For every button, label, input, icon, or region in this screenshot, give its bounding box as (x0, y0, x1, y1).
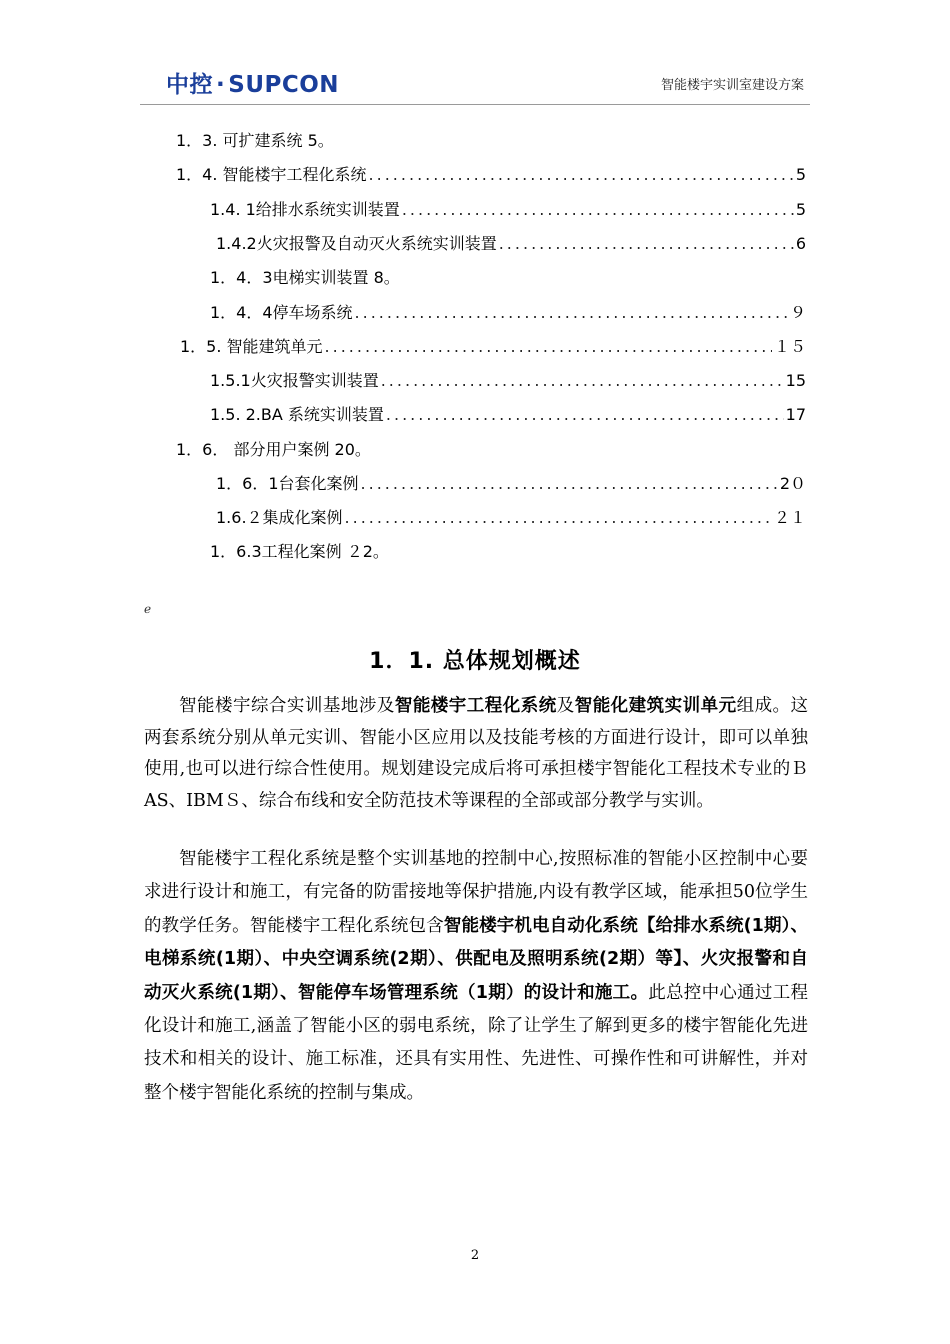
toc-leader-dots (499, 234, 794, 253)
toc-entry-title: 1．6．1台套化案例 (216, 474, 359, 493)
toc-entry-title: 1．6.3工程化案例 ２2。 (210, 542, 389, 561)
toc-leader-dots (361, 474, 778, 493)
text-run: 智能楼宇综合实训基地涉及 (179, 696, 395, 716)
toc-entry-1-5[interactable] (180, 334, 806, 364)
toc-entry-page: ２１ (773, 508, 806, 527)
toc-leader-dots (325, 337, 772, 356)
toc-leader-dots (345, 508, 772, 527)
toc-leader-dots (386, 405, 784, 424)
logo-english-text: SUPCON (228, 72, 340, 98)
bold-text-run: 智能楼宇机电自动化系统【给排水系统(1期）、电梯系统(1期）、中央空调系统(2期）、供配电及照明系统(2期）等】、火灾报警和自动灭火系统(1期）、智能停车场管理系统（1期）的设计和施工。 (144, 915, 808, 1003)
toc-entry-1-5-2[interactable] (210, 402, 806, 432)
text-run: 及 (556, 696, 575, 716)
toc-entry-title: 1.4.2火灾报警及自动灭火系统实训装置 (216, 234, 497, 253)
toc-entry-page: 15 (785, 371, 806, 390)
toc-entry-title: 1．6． 部分用户案例 20。 (176, 440, 371, 459)
toc-entry-1-4-3[interactable] (210, 265, 610, 295)
toc-entry-1-4-4[interactable] (210, 300, 806, 330)
toc-entry-title: 1．5. 智能建筑单元 (180, 337, 323, 356)
toc-entry-title: 1.5.1火灾报警实训装置 (210, 371, 379, 390)
toc-entry-1-6-3[interactable] (210, 539, 610, 569)
logo-chinese-text: 中控 (166, 72, 213, 98)
section-heading: 1．1. 总体规划概述 (369, 649, 581, 674)
toc-entry-page: 6 (795, 234, 806, 253)
supcon-logo (166, 66, 339, 99)
logo-dot: · (216, 72, 226, 98)
bold-text-run: 智能化建筑实训单元 (574, 696, 737, 716)
toc-leader-dots (402, 200, 794, 219)
bold-text-run: 智能楼宇工程化系统 (394, 696, 557, 716)
header-divider (140, 104, 810, 105)
toc-entry-title: 1.6.２集成化案例 (216, 508, 343, 527)
toc-entry-1-5-1[interactable] (210, 368, 806, 398)
toc-entry-page: ９ (789, 303, 806, 322)
toc-entry-title: 1.4. 1给排水系统实训装置 (210, 200, 400, 219)
page-number: 2 (470, 1248, 480, 1263)
toc-entry-1-6[interactable] (176, 437, 576, 467)
toc-entry-page: １５ (773, 337, 806, 356)
toc-entry-page: 17 (785, 405, 806, 424)
text-run: 此总控中心通过工程化设计和施工,涵盖了智能小区的弱电系统，除了让学生了解到更多的楼宇智能化先进技术和相关的设计、施工标准，还具有实用性、先进性、可操作性和可讲解性，并对整个楼宇智能化系统的控制与集成。 (144, 982, 808, 1103)
overview-paragraph-1 (144, 691, 808, 818)
paragraph-marker: ℯ (144, 602, 152, 616)
toc-leader-dots (355, 303, 788, 322)
toc-leader-dots (369, 165, 794, 184)
toc-entry-title: 1．4．3电梯实训装置 8。 (210, 268, 400, 287)
toc-entry-page: 5 (795, 165, 806, 184)
toc-entry-1-3[interactable] (176, 128, 576, 158)
toc-entry-1-6-1[interactable] (216, 471, 806, 501)
toc-leader-dots (381, 371, 784, 390)
text-run: 智能楼宇工程化系统是整个实训基地的控制中心,按照标准的智能小区控制中心要求进行设计和施工，有完备的防雷接地等保护措施,内设有教学区域，能承担50位学生的教学任务。智能楼宇工程化系统包含 (144, 849, 808, 936)
toc-entry-title: 1．4. 智能楼宇工程化系统 (176, 165, 367, 184)
overview-paragraph-2 (144, 843, 808, 1110)
toc-entry-1-4[interactable] (176, 162, 806, 192)
toc-entry-title: 1．4．4停车场系统 (210, 303, 353, 322)
text-run: 组成。这两套系统分别从单元实训、智能小区应用以及技能考核的方面进行设计，即可以单独使用,也可以进行综合性使用。规划建设完成后将可承担楼宇智能化工程技术专业的ＢAS、IBMＳ、综合布线和安全防范技术等课程的全部或部分教学与实训。 (144, 696, 809, 812)
toc-entry-1-6-2[interactable] (216, 505, 806, 535)
toc-entry-page: 5 (795, 200, 806, 219)
toc-entry-page: 2０ (779, 474, 806, 493)
toc-entry-title: 1.5. 2.BA 系统实训装置 (210, 405, 384, 424)
toc-entry-1-4-1[interactable] (210, 197, 806, 227)
toc-entry-title: 1．3. 可扩建系统 5。 (176, 131, 334, 150)
document-title: 智能楼宇实训室建设方案 (660, 78, 804, 93)
toc-entry-1-4-2[interactable] (216, 231, 806, 261)
